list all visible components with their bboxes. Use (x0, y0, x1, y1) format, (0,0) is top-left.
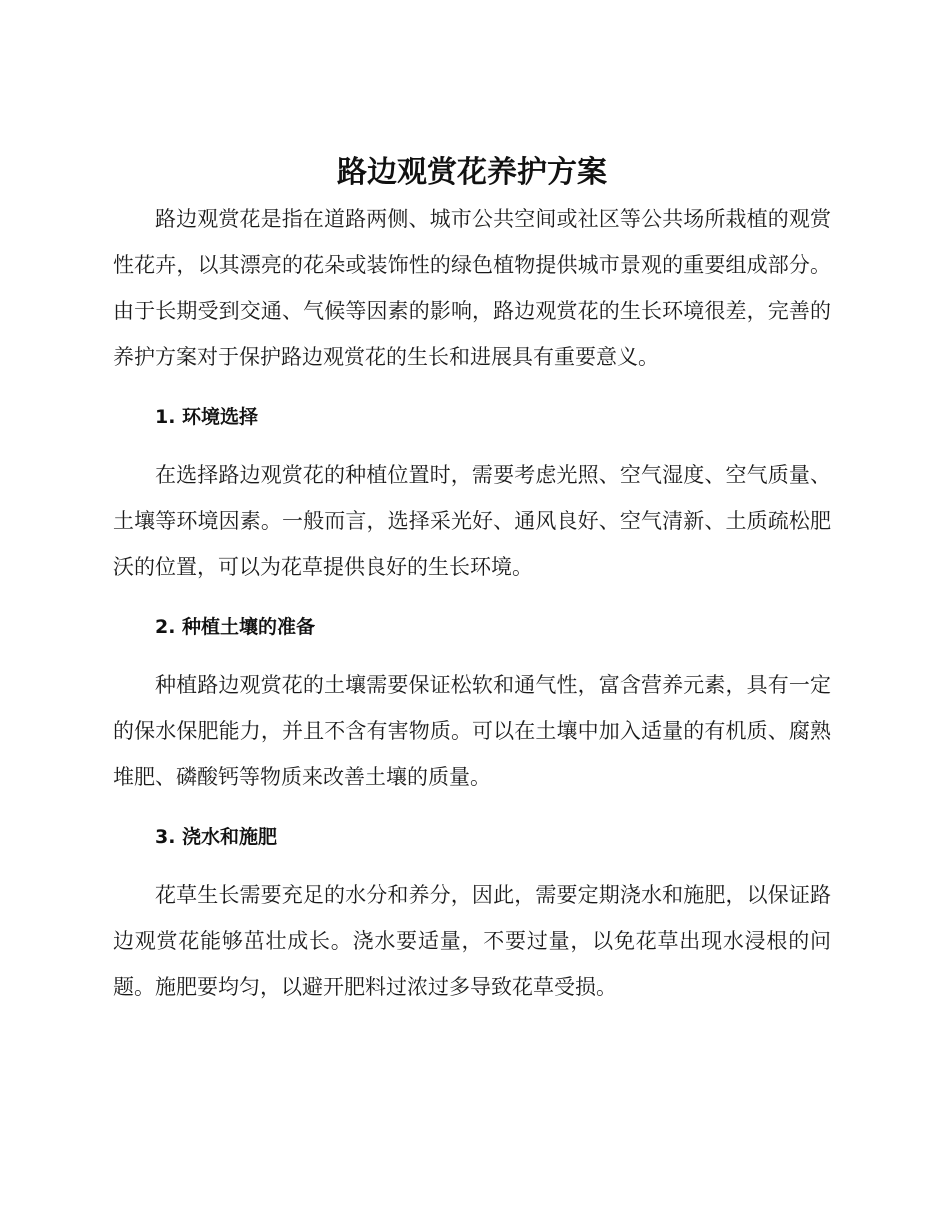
section-body-watering: 花草生长需要充足的水分和养分，因此，需要定期浇水和施肥，以保证路边观赏花能够茁壮成长。浇水要适量，不要过量，以免花草出现水浸根的问题。施肥要均匀，以避开肥料过浓过多导致花草受损。 (113, 883, 831, 999)
intro-paragraph: 路边观赏花是指在道路两侧、城市公共空间或社区等公共场所栽植的观赏性花卉，以其漂亮的花朵或装饰性的绿色植物提供城市景观的重要组成部分。由于长期受到交通、气候等因素的影响，路边观赏花的生长环境很差，完善的养护方案对于保护路边观赏花的生长和进展具有重要意义。 (113, 207, 831, 369)
section-heading-soil: 2. 种植土壤的准备 (155, 616, 316, 638)
spacer (113, 443, 831, 452)
spacer (113, 653, 831, 662)
spacer (113, 800, 831, 811)
section-body-environment: 在选择路边观赏花的种植位置时，需要考虑光照、空气湿度、空气质量、土壤等环境因素。一般而言，选择采光好、通风良好、空气清新、土质疏松肥沃的位置，可以为花草提供良好的生长环境。 (113, 463, 831, 579)
spacer (113, 863, 831, 872)
spacer (113, 380, 831, 391)
spacer (113, 590, 831, 601)
section-heading-environment: 1. 环境选择 (155, 406, 259, 428)
document-title: 路边观赏花养护方案 (337, 155, 607, 190)
document-body (113, 150, 831, 1010)
section-heading-watering: 3. 浇水和施肥 (155, 826, 278, 848)
section-body-soil: 种植路边观赏花的土壤需要保证松软和通气性，富含营养元素，具有一定的保水保肥能力，并且不含有害物质。可以在土壤中加入适量的有机质、腐熟堆肥、磷酸钙等物质来改善土壤的质量。 (113, 673, 831, 789)
